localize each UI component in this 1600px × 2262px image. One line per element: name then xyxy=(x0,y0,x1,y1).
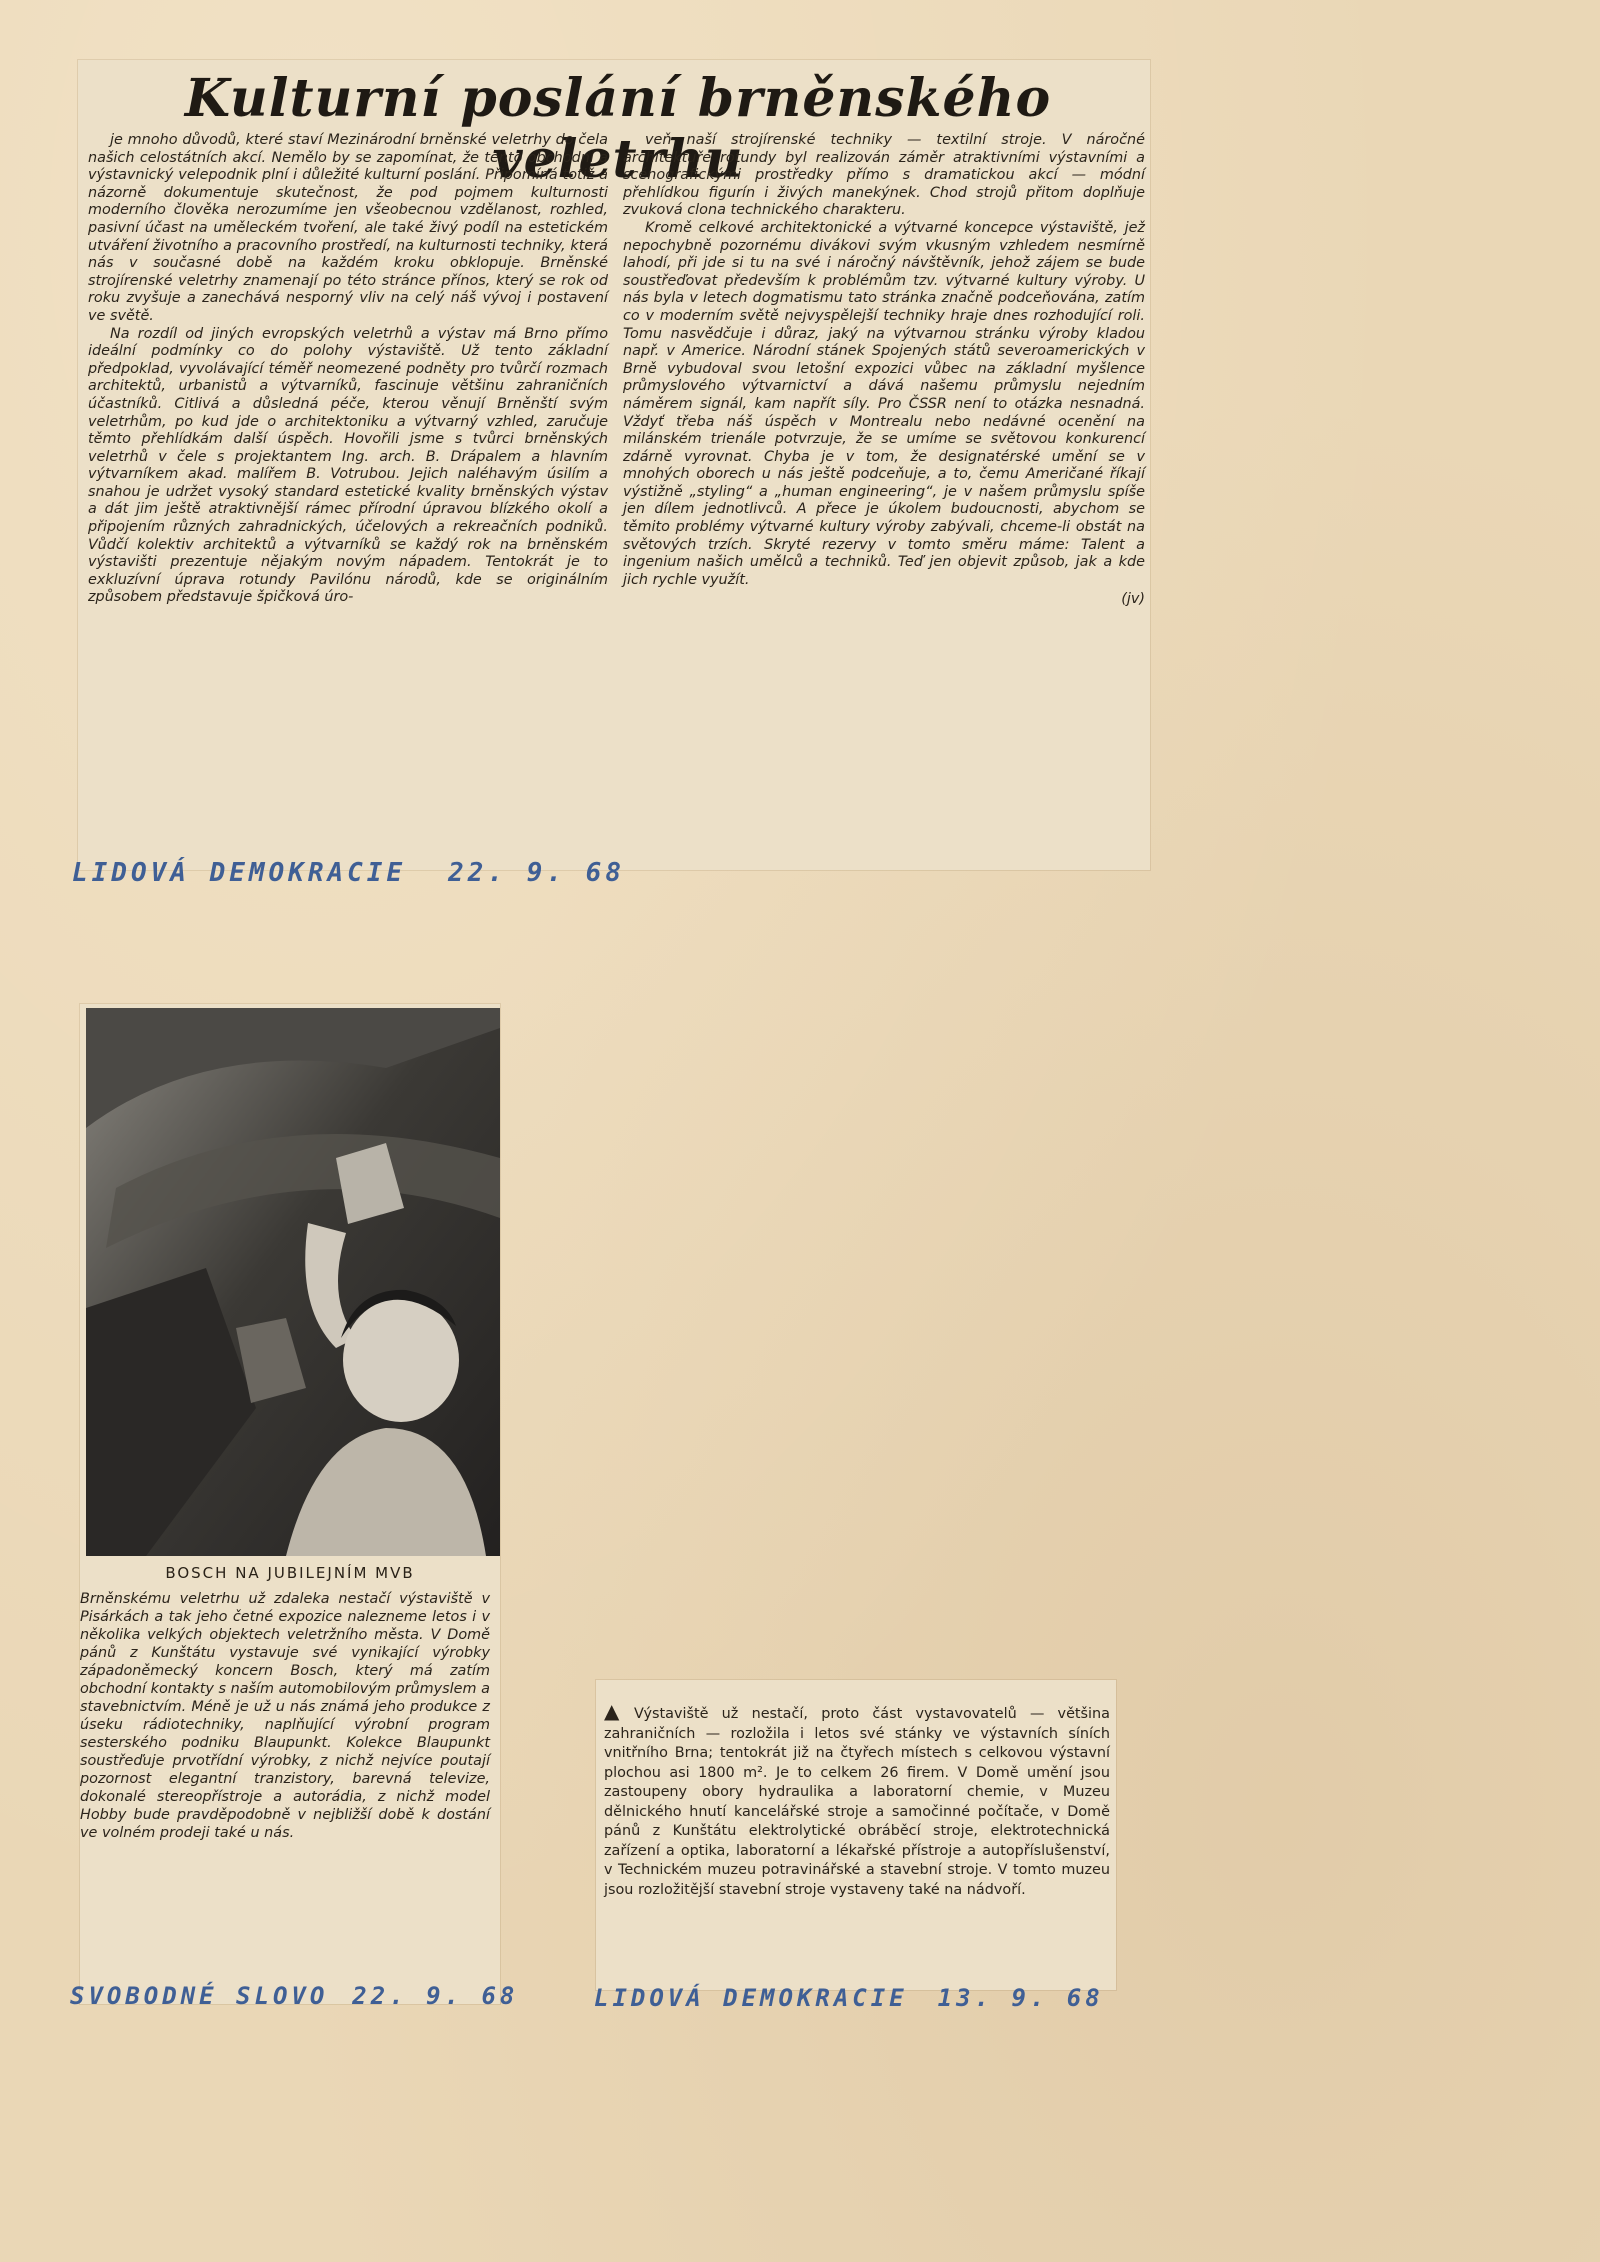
paragraph: Kromě celkové architektonické a výtvarné koncepce výstaviště, jež nepochybně pozornému divákovi svým vkusným vzhledem nesmírně lahodí, při jde si tu na své i náročný návštěvník, jehož zájem se bude soustřeďovat především k problémům tzv. výtvarné kultury výroby. U nás byla v letech dogmatismu tato stránka značně podceňována, zatím co v moderním světě nejvyspělejší techniky hraje dnes rozhodující roli. Tomu nasvědčuje i důraz, jaký na výtvarnou stránku výroby kladou např. v Americe. Národní stánek Spojených států severoamerických v Brně vybudoval svou letošní expozici vůbec na základní myšlence průmyslového výtvarnictví a dává našemu průmyslu nejedním náměrem signál, kam napřít síly. Pro ČSSR není to otázka nesnadná. Vždyť třeba náš úspěch v Montrealu nebo nedávné ocenění na milánském trienále potvrzuje, že se umíme se světovou konkurencí zdárně vyrovnat. Chyba je v tom, že designatérské umění se v mnohých oborech u nás ještě podceňuje, a to, čemu Američané říkají výstižně „styling“ a „human engineering“, je v našem průmyslu spíše jen dílem jednotlivců. A přece je úkolem budoucnosti, abychom se těmito problémy výtvarné kultury výroby zabývali, chceme-li obstát na světových trzích. Skryté rezervy v tomto směru máme: Talent a ingenium našich umělců a techniků. Teď jen objevit způsob, jak a kde jich rychle využít. xyxy=(623,219,1145,588)
photo-caption-title: BOSCH NA JUBILEJNÍM MVB xyxy=(165,1564,415,1582)
article-column-left xyxy=(88,132,608,607)
photo-caption-text: Brněnskému veletrhu už zdaleka nestačí výstaviště v Pisárkách a tak jeho četné expozice nalezneme letos i v několika velkých objektech veletržního města. V Domě pánů z Kunštátu vystavuje své vynikající výrobky západoněmecký koncern Bosch, který má zatím obchodní kontakty s naším automobilovým průmyslem a stavebnictvím. Méně je už u nás známá jeho produkce z úseku rádiotechniky, naplňující výrobní program sesterského podniku Blaupunkt. Kolekce Blaupunkt soustřeďuje prvotřídní výrobky, z nichž nejvíce poutají pozornost elegantní tranzistory, barevná televize, dokonalé stereopřístroje a autorádia, z nichž model Hobby bude pravděpodobně v nejbližší době k dostání ve volném prodeji také u nás. xyxy=(80,1591,490,1841)
paragraph: veň naší strojírenské techniky — textilní stroje. V náročné architektuře rotundy byl realizován záměr atraktivními výstavními a scénografickými prostředky přímo s dramatickou akcí — módní přehlídkou figurín i živých manekýnek. Chod strojů přitom doplňuje zvuková clona technického charakteru. xyxy=(623,132,1145,219)
paragraph: je mnoho důvodů, které staví Mezinárodní brněnské veletrhy do čela našich celostátních akcí. Nemělo by se zapomínat, že tento obchodní a výstavnický velepodnik plní i důležité kulturní poslání. Připomíná totiž a názorně dokumentuje skutečnost, že pod pojmem kulturnosti moderního člověka nerozumíme jen všeobecnou vzdělanost, rozhled, pasivní účast na uměleckém tvoření, ale také živý podíl na estetickém utváření životního a pracovního prostředí, na kulturnosti techniky, která nás v současné době na každém kroku obklopuje. Brněnské strojírenské veletrhy znamenají po této stránce přínos, který se rok od roku zvyšuje a zanechává nesporný vliv na celý náš vývoj i postavení ve světě. xyxy=(88,132,608,324)
short-news-body: Výstaviště už nestačí, proto část vystavovatelů — většina zahraničních — rozložila i letos své stánky ve výstavních síních vnitřního Brna; tentokrát již na čtyřech místech s celkovou výstavní plochou asi 1800 m². Je to celkem 26 firem. V Domě umění jsou zastoupeny obory hydraulika a laboratorní chemie, v Muzeu dělnického hnutí kancelářské stroje a samočinné počítače, v Domě pánů z Kunštátu elektrolytické obráběcí stroje, elektrotechnická zařízení a optika, laboratorní a lékařské přístroje a autopříslušenství, v Technickém muzeu potravinářské a stavební stroje. V tomto muzeu jsou rozložitější stavební stroje vystaveny také na nádvoří. xyxy=(604,1706,1110,1898)
news-photo xyxy=(86,1008,500,1556)
stamp-date: 22. 9. 68 xyxy=(352,1982,519,2010)
headline: Kulturní poslání brněnského veletrhu xyxy=(184,68,1052,190)
source-stamp xyxy=(72,858,625,888)
signature: (jv) xyxy=(1121,591,1145,608)
paragraph: Na rozdíl od jiných evropských veletrhů a výstav má Brno přímo ideální podmínky co do polohy výstaviště. Už tento základní předpoklad, vyvolávající téměř neomezené podněty pro tvůrčí rozmach architektů, urbanistů a výtvarníků, fascinuje většinu zahraničních účastníků. Citlivá a důsledná péče, kterou věnují Brněnští svým veletrhům, po kud jde o architektoniku a výtvarný vzhled, zaručuje těmto přehlídkám další úspěch. Hovořili jsme s tvůrci brněnských veletrhů v čele s projektantem Ing. arch. B. Drápalem a hlavním výtvarníkem akad. malířem B. Votrubou. Jejich naléhavým úsilím a snahou je udržet vysoký standard estetické kvality brněnských výstav a dát jim ještě atraktivnější rámec přírodní úpravou blízkého okolí a připojením různých zahradnických, účelových a rekreačních podniků. Vůdčí kolektiv architektů a výtvarníků se každý rok na brněnském výstavišti prezentuje nějakým novým nápadem. Tentokrát je to exkluzívní úprava rotundy Pavilónu národů, kde se originálním způsobem představuje špičková úro- xyxy=(88,325,608,606)
article-column-right xyxy=(623,132,1145,609)
photo-illustration xyxy=(86,1008,500,1556)
stamp-source: LIDOVÁ DEMOKRACIE xyxy=(594,1984,908,2012)
stamp-source: LIDOVÁ DEMOKRACIE xyxy=(72,858,407,888)
article-clipping-main xyxy=(78,60,1150,870)
short-news-text xyxy=(604,1699,1110,1900)
stamp-date: 13. 9. 68 xyxy=(937,1984,1104,2012)
source-stamp xyxy=(70,1982,518,2010)
source-stamp xyxy=(594,1984,1104,2012)
stamp-date: 22. 9. 68 xyxy=(448,858,625,888)
stamp-source: SVOBODNÉ SLOVO xyxy=(70,1982,329,2010)
triangle-icon: ▲ xyxy=(604,1699,629,1723)
